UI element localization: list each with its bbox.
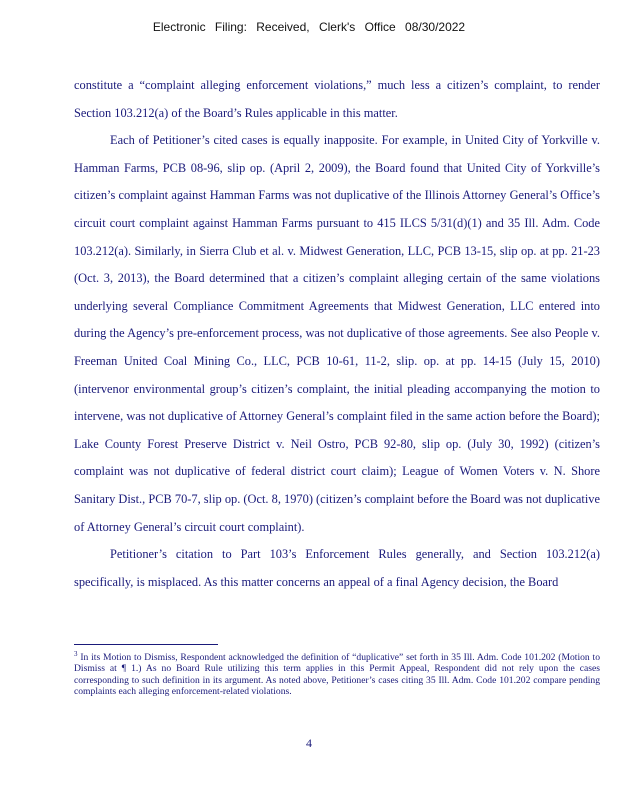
footnote-text: In its Motion to Dismiss, Respondent acknowledged the definition of “duplicative” set forth in 35 Ill. Adm. Code 101.202 (Motion to Dismiss at ¶ 1.) As no Board Rule utilizing this term applies in this Permit Appeal, Respondent did not rely upon the cases corresponding to such definition in its argument. As noted above, Petitioner’s cases citing 35 Ill. Adm. Code 101.202 compare pending complaints each alleging enforcement-related violations. [74,652,600,697]
footnote-marker: 3 [74,650,78,658]
filing-header: Electronic Filing: Received, Clerk's Office 08/30/2022 [152,20,466,34]
footnote-divider [74,644,218,645]
body-text [74,72,600,596]
footnote [74,649,600,697]
paragraph-2: Each of Petitioner’s cited cases is equally inapposite. For example, in United City of Yorkville v. Hamman Farms, PCB 08-96, slip op. (April 2, 2009), the Board found that United City of Yorkville’s citizen’s complaint against Hamman Farms was not duplicative of the Illinois Attorney General’s Office’s circuit court complaint against Hamman Farms pursuant to 415 ILCS 5/31(d)(1) and 35 Ill. Adm. Code 103.212(a). Similarly, in Sierra Club et al. v. Midwest Generation, LLC, PCB 13-15, slip op. at pp. 21-23 (Oct. 3, 2013), the Board determined that a citizen’s complaint alleging certain of the same violations underlying several Compliance Commitment Agreements that Midwest Generation, LLC entered into during the Agency’s pre-enforcement process, was not duplicative of those agreements. See also People v. Freeman United Coal Mining Co., LLC, PCB 10-61, 11-2, slip. op. at pp. 14-15 (July 15, 2010) (intervenor environmental group’s citizen’s complaint, the initial pleading accompanying the motion to intervene, was not duplicative of Attorney General’s complaint filed in the same action before the Board); Lake County Forest Preserve District v. Neil Ostro, PCB 92-80, slip op. (July 30, 1992) (citizen’s complaint was not duplicative of federal district court claim); League of Women Voters v. N. Shore Sanitary Dist., PCB 70-7, slip op. (Oct. 8, 1970) (citizen’s complaint before the Board was not duplicative of Attorney General’s circuit court complaint). [74,133,600,534]
page-number: 4 [306,736,312,750]
paragraph-1: constitute a “complaint alleging enforcement violations,” much less a citizen’s complaint, to render Section 103.212(a) of the Board’s Rules applicable in this matter. [74,78,600,120]
paragraph-3: Petitioner’s citation to Part 103’s Enforcement Rules generally, and Section 103.212(a) specifically, is misplaced. As this matter concerns an appeal of a final Agency decision, the Board [74,547,600,589]
